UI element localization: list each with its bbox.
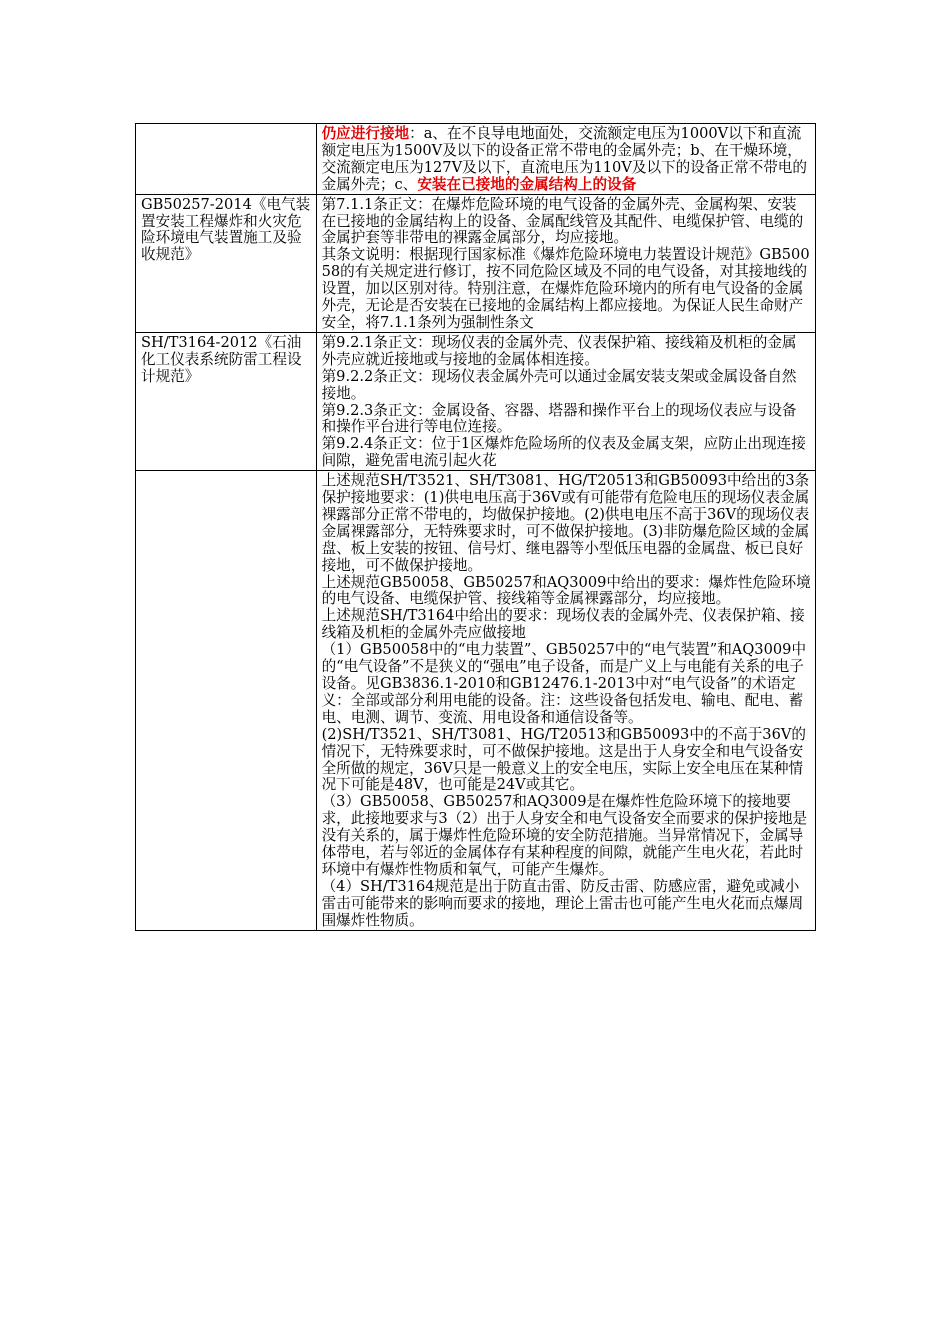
regulation-table — [135, 123, 816, 931]
body-text: ：a、在不良导电地面处，交流额定电压为1000V以下和直流额定电压为1500V及以下的设备正常不带电的金属外壳；b、在干燥环境，交流额定电压为127V及以下，直流电压为110V及以下的设备正常不带电的金属外壳；c、 — [321, 125, 807, 193]
paragraph: 第7.1.1条正文：在爆炸危险环境的电气设备的金属外壳、金属构架、安装在已接地的金属结构上的设备、金属配线管及其配件、电缆保护管、电缆的金属护套等非带电的裸露金属部分，均应接地。 — [321, 195, 804, 247]
paragraph: 第9.2.4条正文：位于1区爆炸危险场所的仪表及金属支架，应防止出现连接间隙，避免雷电流引起火花 — [321, 435, 806, 470]
table-row — [136, 194, 816, 332]
content-cell — [316, 194, 815, 332]
paragraph: 其条文说明：根据现行国家标准《爆炸危险环境电力装置设计规范》GB50058的有关规定进行修订，按不同危险区域及不同的电气设备，对其接地线的设置，加以区别对待。特别注意，在爆炸危险环境内的所有电气设备的金属外壳，无论是否安装在已接地的金属结构上都应接地。为保证人民生命财产安全，将7.1.1条列为强制性条文 — [321, 246, 810, 331]
paragraph: 上述规范SH/T3164中给出的要求：现场仪表的金属外壳、仪表保护箱、接线箱及机柜的金属外壳应做接地 — [321, 607, 805, 642]
content-cell — [316, 471, 815, 930]
paragraph: (2)SH/T3521、SH/T3081、HG/T20513和GB50093中的不高于36V的情况下，无特殊要求时，可不做保护接地。这是出于人身安全和电气设备安全所做的规定，36V只是一般意义上的安全电压，实际上安全电压在某种情况下可能是48V，也可能是24V或其它。 — [321, 725, 806, 794]
paragraph: （1）GB50058中的“电力装置”、GB50257中的“电气装置”和AQ3009中的“电气设备”不是狭义的“强电”电子设备，而是广义上与电能有关系的电子设备。见GB3836.1-2010和GB12476.1-2013中对“电气设备”的术语定义：全部或部分利用电能的设备。注：这些设备包括发电、输电、配电、蓄电、电测、调节、变流、用电设备和通信设备等。 — [321, 641, 807, 726]
paragraph: 第9.2.3条正文：金属设备、容器、塔器和操作平台上的现场仪表应与设备和操作平台进行等电位连接。 — [321, 401, 797, 436]
standard-cell — [136, 471, 317, 930]
paragraph: 上述规范SH/T3521、SH/T3081、HG/T20513和GB50093中给出的3条保护接地要求：(1)供电电压高于36V或有可能带有危险电压的现场仪表金属裸露部分正常不带电的，均做保护接地。(2)供电电压不高于36V的现场仪表金属裸露部分，无特殊要求时，可不做保护接地。(3)非防爆危险区域的金属盘、板上安装的按钮、信号灯、继电器等小型低压电器的金属盘、板已良好接地，可不做保护接地。 — [321, 472, 810, 574]
standard-cell: GB50257-2014《电气装置安装工程爆炸和火灾危险环境电气装置施工及验收规范》 — [136, 194, 317, 332]
paragraph: 上述规范GB50058、GB50257和AQ3009中给出的要求：爆炸性危险环境的电气设备、电缆保护管、接线箱等金属裸露部分，均应接地。 — [321, 573, 811, 608]
paragraph: （3）GB50058、GB50257和AQ3009是在爆炸性危险环境下的接地要求，此接地要求与3（2）出于人身安全和电气设备安全而要求的保护接地是没有关系的，属于爆炸性危险环境的安全防范措施。当异常情况下，金属导体带电，若与邻近的金属体存有某种程度的间隙，就能产生电火花，若此时环境中有爆炸性物质和氧气，可能产生爆炸。 — [321, 793, 808, 878]
table-row — [136, 124, 816, 195]
standard-cell — [136, 124, 317, 195]
paragraph: 第9.2.2条正文：现场仪表金属外壳可以通过金属安装支架或金属设备自然接地。 — [321, 367, 797, 402]
table-row — [136, 471, 816, 930]
paragraph: 第9.2.1条正文：现场仪表的金属外壳、仪表保护箱、接线箱及机柜的金属外壳应就近接地或与接地的金属体相连接。 — [321, 333, 797, 368]
paragraph: （4）SH/T3164规范是出于防直击雷、防反击雷、防感应雷，避免或减小雷击可能带来的影响而要求的接地，理论上雷击也可能产生电火花而点爆周围爆炸性物质。 — [321, 877, 804, 929]
standard-cell: SH/T3164-2012《石油化工仪表系统防雷工程设计规范》 — [136, 332, 317, 470]
content-cell — [316, 332, 815, 470]
table-row — [136, 332, 816, 470]
highlight-text: 安装在已接地的金属结构上的设备 — [417, 175, 637, 193]
content-cell — [316, 124, 815, 195]
highlight-text: 仍应进行接地 — [321, 125, 410, 142]
